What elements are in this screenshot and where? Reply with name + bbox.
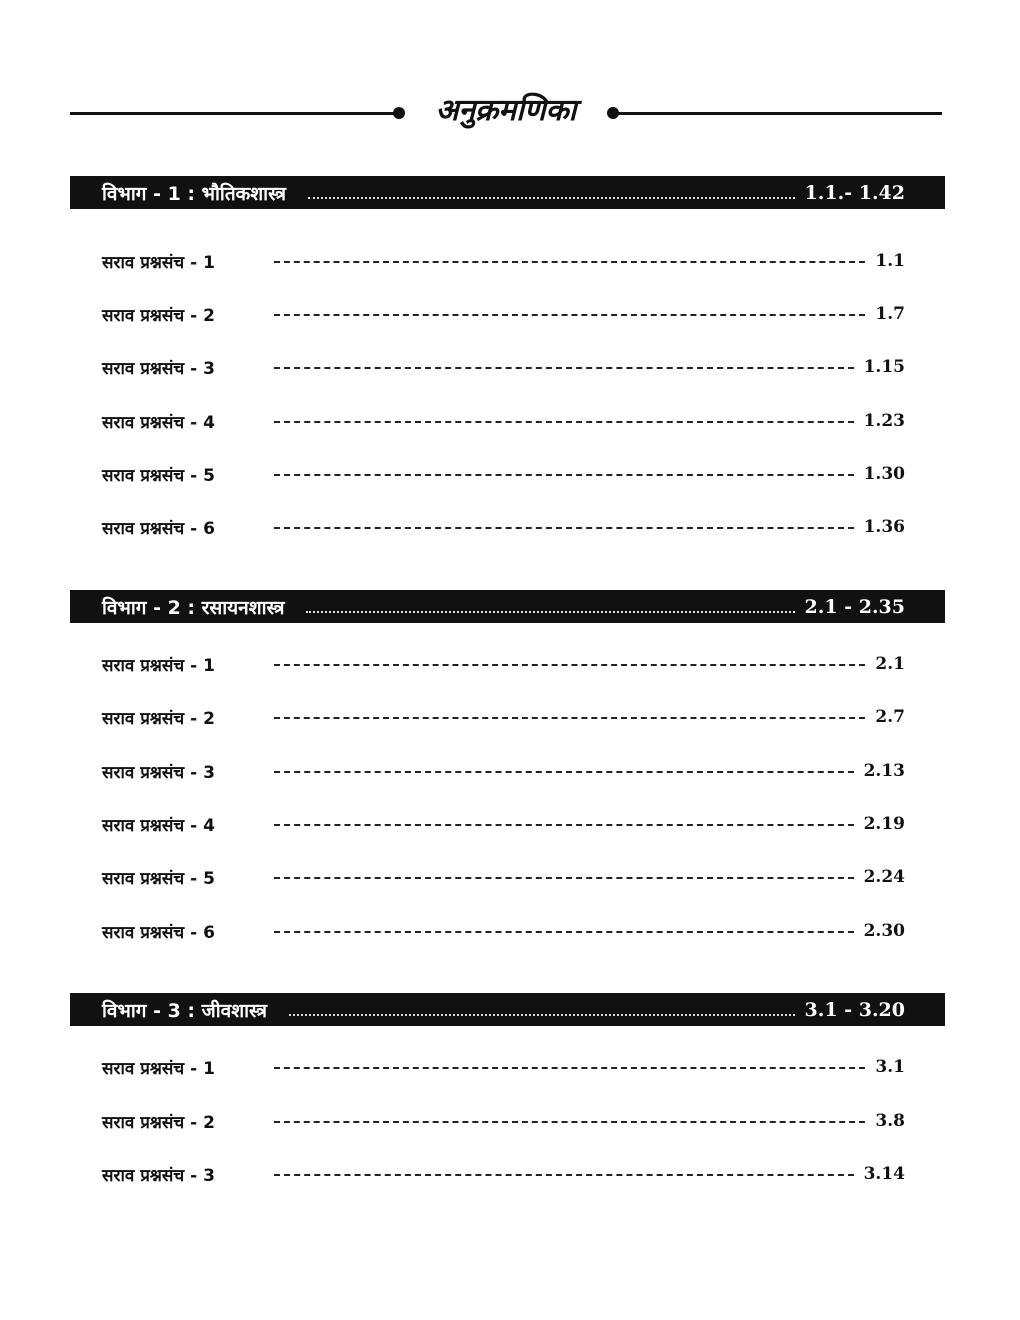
section-page-range: 2.1 - 2.35 <box>804 595 905 618</box>
dashed-leader <box>274 314 865 316</box>
entry-label: सराव प्रश्नसंच - 6 <box>102 518 215 539</box>
entry-page: 3.1 <box>875 1057 905 1077</box>
entry-page: 1.15 <box>863 357 905 377</box>
page-title: अनुक्रमणिका <box>435 93 577 128</box>
section-name: विभाग - 1 : भौतिकशास्त्र <box>102 182 286 205</box>
entry-page: 2.1 <box>875 654 905 674</box>
toc-title-row <box>70 88 942 138</box>
entry-label: सराव प्रश्नसंच - 2 <box>102 1112 215 1133</box>
entry-page: 1.23 <box>863 411 905 431</box>
section-name: विभाग - 2 : रसायनशास्त्र <box>102 596 285 619</box>
toc-entry[interactable] <box>102 514 905 540</box>
entry-page: 3.14 <box>863 1164 905 1184</box>
section-header-chemistry[interactable] <box>70 590 945 623</box>
entry-label: सराव प्रश्नसंच - 6 <box>102 922 215 943</box>
entry-label: सराव प्रश्नसंच - 1 <box>102 655 215 676</box>
bullet-dot-icon <box>393 107 405 119</box>
section-name: विभाग - 3 : जीवशास्त्र <box>102 999 267 1022</box>
toc-entry[interactable] <box>102 704 905 730</box>
dotted-leader <box>308 195 795 199</box>
dashed-leader <box>274 1121 865 1123</box>
entry-label: सराव प्रश्नसंच - 2 <box>102 305 215 326</box>
dashed-leader <box>274 931 854 933</box>
dashed-leader <box>274 261 865 263</box>
toc-entry[interactable] <box>102 248 905 274</box>
toc-entry[interactable] <box>102 301 905 327</box>
entry-label: सराव प्रश्नसंच - 4 <box>102 815 215 836</box>
toc-entry[interactable] <box>102 918 905 944</box>
dashed-leader <box>274 824 854 826</box>
dashed-leader <box>274 771 854 773</box>
entry-label: सराव प्रश्नसंच - 1 <box>102 252 215 273</box>
entry-label: सराव प्रश्नसंच - 5 <box>102 868 215 889</box>
section-page-range: 3.1 - 3.20 <box>804 998 905 1021</box>
dashed-leader <box>274 527 854 529</box>
toc-entry[interactable] <box>102 864 905 890</box>
dotted-leader <box>289 1012 795 1016</box>
entry-page: 2.7 <box>875 707 905 727</box>
dashed-leader <box>274 474 854 476</box>
section-header-physics[interactable] <box>70 176 945 209</box>
dashed-leader <box>274 877 854 879</box>
dotted-leader <box>306 609 794 613</box>
toc-entry[interactable] <box>102 651 905 677</box>
entry-page: 2.24 <box>863 867 905 887</box>
dashed-leader <box>274 421 854 423</box>
title-rule-left <box>70 112 395 115</box>
dashed-leader <box>274 717 865 719</box>
entry-page: 1.30 <box>863 464 905 484</box>
entry-label: सराव प्रश्नसंच - 3 <box>102 1165 215 1186</box>
dashed-leader <box>274 664 865 666</box>
toc-entry[interactable] <box>102 1161 905 1187</box>
toc-entry[interactable] <box>102 408 905 434</box>
dashed-leader <box>274 367 854 369</box>
entry-page: 3.8 <box>875 1111 905 1131</box>
entry-label: सराव प्रश्नसंच - 1 <box>102 1058 215 1079</box>
entry-label: सराव प्रश्नसंच - 4 <box>102 412 215 433</box>
entry-page: 1.36 <box>863 517 905 537</box>
entry-label: सराव प्रश्नसंच - 3 <box>102 762 215 783</box>
section-header-biology[interactable] <box>70 993 945 1026</box>
section-page-range: 1.1.- 1.42 <box>804 181 905 204</box>
entry-page: 2.30 <box>863 921 905 941</box>
toc-entry[interactable] <box>102 758 905 784</box>
entry-page: 2.13 <box>863 761 905 781</box>
entry-page: 1.7 <box>875 304 905 324</box>
entry-label: सराव प्रश्नसंच - 2 <box>102 708 215 729</box>
toc-entry[interactable] <box>102 354 905 380</box>
entry-page: 1.1 <box>875 251 905 271</box>
entry-label: सराव प्रश्नसंच - 3 <box>102 358 215 379</box>
dashed-leader <box>274 1174 854 1176</box>
toc-entry[interactable] <box>102 1054 905 1080</box>
entry-label: सराव प्रश्नसंच - 5 <box>102 465 215 486</box>
dashed-leader <box>274 1067 865 1069</box>
toc-entry[interactable] <box>102 1108 905 1134</box>
toc-entry[interactable] <box>102 461 905 487</box>
entry-page: 2.19 <box>863 814 905 834</box>
toc-entry[interactable] <box>102 811 905 837</box>
title-rule-right <box>614 112 942 115</box>
